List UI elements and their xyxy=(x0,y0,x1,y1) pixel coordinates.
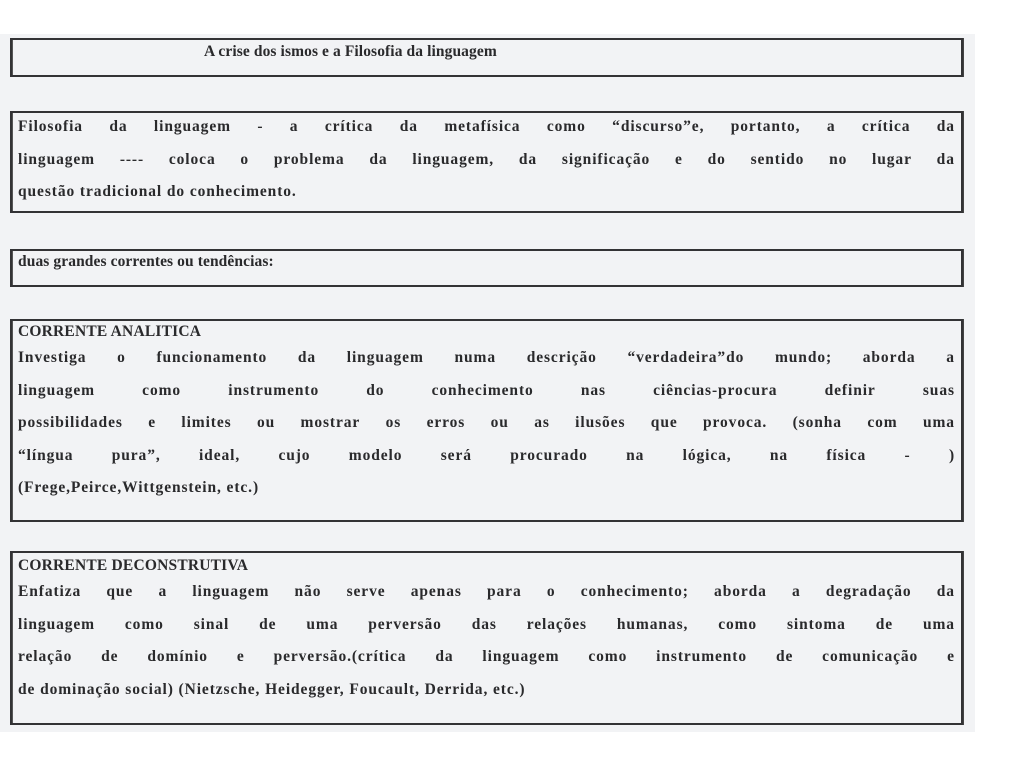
word: suas xyxy=(922,381,955,399)
word: Enfatiza xyxy=(18,583,82,600)
word: que xyxy=(650,414,678,431)
word: possibilidades xyxy=(18,414,123,431)
deconstrutiva-box xyxy=(10,551,963,725)
analitica-line xyxy=(18,380,955,413)
word: o xyxy=(546,583,556,600)
word: da xyxy=(936,150,955,168)
deconstrutiva-line xyxy=(18,614,955,647)
word: a xyxy=(826,118,836,135)
word: nas xyxy=(580,381,606,399)
word: significação xyxy=(561,150,651,168)
word: numa xyxy=(454,349,496,366)
word: ilusões xyxy=(575,414,626,431)
word: serve xyxy=(346,583,386,600)
word: do xyxy=(366,381,385,399)
word: procurado xyxy=(510,446,588,464)
word: das xyxy=(471,615,497,633)
word: coloca xyxy=(168,150,216,168)
word: comunicação xyxy=(822,648,919,665)
word: instrumento xyxy=(656,648,748,665)
word: as xyxy=(534,414,550,431)
word: - xyxy=(904,446,911,464)
word: “discurso”e, xyxy=(612,118,705,135)
word: funcionamento xyxy=(156,349,268,366)
analitica-line xyxy=(18,445,955,478)
word: não xyxy=(294,583,322,600)
word: para xyxy=(487,583,522,600)
word: uma xyxy=(922,414,955,431)
subtitle: duas grandes correntes ou tendências: xyxy=(18,253,274,270)
word: pura”, xyxy=(111,446,161,464)
word: de xyxy=(875,615,894,633)
word: Investiga xyxy=(18,349,87,366)
word: como xyxy=(588,648,628,665)
word: humanas, xyxy=(616,615,689,633)
word: relação xyxy=(18,648,73,665)
word: e xyxy=(675,150,683,168)
word: “verdadeira”do xyxy=(627,349,745,366)
word: provoca. xyxy=(703,414,768,431)
word: que xyxy=(106,583,134,600)
word: perversão.(crítica xyxy=(273,648,407,665)
deconstrutiva-line xyxy=(18,581,955,614)
word: lugar xyxy=(872,150,912,168)
analitica-line xyxy=(18,412,955,445)
word: como xyxy=(718,615,758,633)
word: de xyxy=(259,615,277,633)
word: no xyxy=(829,150,848,168)
word: ou xyxy=(490,414,509,431)
word: o xyxy=(117,349,126,366)
word: conhecimento xyxy=(431,381,534,399)
word: será xyxy=(440,446,472,464)
word: instrumento xyxy=(228,381,320,399)
deconstrutiva-heading: CORRENTE DECONSTRUTIVA xyxy=(18,557,249,574)
analitica-paragraph xyxy=(18,321,955,510)
word: linguagem xyxy=(192,583,270,600)
word: limites xyxy=(181,414,232,431)
word: linguagem xyxy=(346,349,424,366)
word: uma xyxy=(922,615,955,633)
word: crítica xyxy=(324,118,374,135)
word: a xyxy=(158,583,168,600)
word: degradação xyxy=(825,583,912,600)
word: de xyxy=(775,648,794,665)
word: (sonha xyxy=(792,414,842,431)
word: descrição xyxy=(526,349,597,366)
analitica-line: (Frege,Peirce,Wittgenstein, etc.) xyxy=(18,479,260,496)
word: definir xyxy=(824,381,876,399)
word: ciências-procura xyxy=(653,381,778,399)
word: cujo xyxy=(278,446,311,464)
word: ---- xyxy=(119,150,145,168)
word: física xyxy=(826,446,867,464)
word: com xyxy=(867,414,898,431)
word: uma xyxy=(306,615,339,633)
word: erros xyxy=(426,414,466,431)
word: como xyxy=(124,615,164,633)
word: Filosofia xyxy=(18,118,83,135)
word: do xyxy=(707,150,726,168)
word: e xyxy=(148,414,156,431)
word: e xyxy=(947,648,955,665)
intro-line: questão tradicional do conhecimento. xyxy=(18,183,297,200)
analitica-heading: CORRENTE ANALITICA xyxy=(18,323,202,340)
word: mostrar xyxy=(300,414,361,431)
intro-line xyxy=(18,149,955,182)
subtitle-box xyxy=(10,249,963,287)
word: da xyxy=(435,648,454,665)
deconstrutiva-line: de dominação social) (Nietzsche, Heidegger, Foucault, Derrida, etc.) xyxy=(18,680,526,698)
word: da xyxy=(936,118,955,135)
word: aborda xyxy=(862,349,916,366)
document-title: A crise dos ismos e a Filosofia da linguagem xyxy=(204,43,497,60)
word: sintoma xyxy=(787,615,846,633)
word: sentido xyxy=(750,150,805,168)
word: os xyxy=(385,414,402,431)
title-box xyxy=(10,38,963,77)
word: apenas xyxy=(410,583,462,600)
word: linguagem xyxy=(18,381,95,399)
word: a xyxy=(946,349,955,366)
word: domínio xyxy=(147,648,208,665)
word: na xyxy=(626,446,645,464)
word: como xyxy=(142,381,182,399)
word: da xyxy=(936,583,955,600)
word: ou xyxy=(256,414,276,431)
word: ideal, xyxy=(198,446,241,464)
word: modelo xyxy=(348,446,403,464)
word: da xyxy=(297,349,317,366)
word: crítica xyxy=(861,118,911,135)
word: linguagem, xyxy=(412,150,495,168)
word: linguagem xyxy=(153,118,231,135)
word: mundo; xyxy=(774,349,833,366)
intro-box xyxy=(10,111,963,213)
word: da xyxy=(399,118,418,135)
word: problema xyxy=(273,150,345,168)
word: a xyxy=(289,118,299,135)
word: relações xyxy=(526,615,587,633)
word: de xyxy=(101,648,119,665)
word: conhecimento; xyxy=(580,583,689,600)
intro-line xyxy=(18,116,955,149)
word: da xyxy=(518,150,538,168)
word: lógica, xyxy=(682,446,732,464)
word: o xyxy=(240,150,250,168)
analitica-box xyxy=(10,319,963,522)
word: portanto, xyxy=(730,118,801,135)
word: da xyxy=(109,118,128,135)
deconstrutiva-paragraph xyxy=(18,555,955,711)
word: perversão xyxy=(368,615,442,633)
deconstrutiva-line xyxy=(18,646,955,679)
word: a xyxy=(792,583,801,600)
word: - xyxy=(257,118,264,135)
word: aborda xyxy=(714,583,767,600)
word: linguagem xyxy=(18,150,95,168)
word: da xyxy=(369,150,388,168)
word: na xyxy=(769,446,789,464)
word: linguagem xyxy=(18,615,95,633)
word: sinal xyxy=(193,615,230,633)
word: linguagem xyxy=(482,648,560,665)
word: e xyxy=(236,648,245,665)
word: como xyxy=(546,118,586,135)
word: “língua xyxy=(18,446,74,464)
analitica-line xyxy=(18,347,955,380)
intro-paragraph xyxy=(18,116,955,214)
word: metafísica xyxy=(444,118,521,135)
word: ) xyxy=(948,446,955,464)
